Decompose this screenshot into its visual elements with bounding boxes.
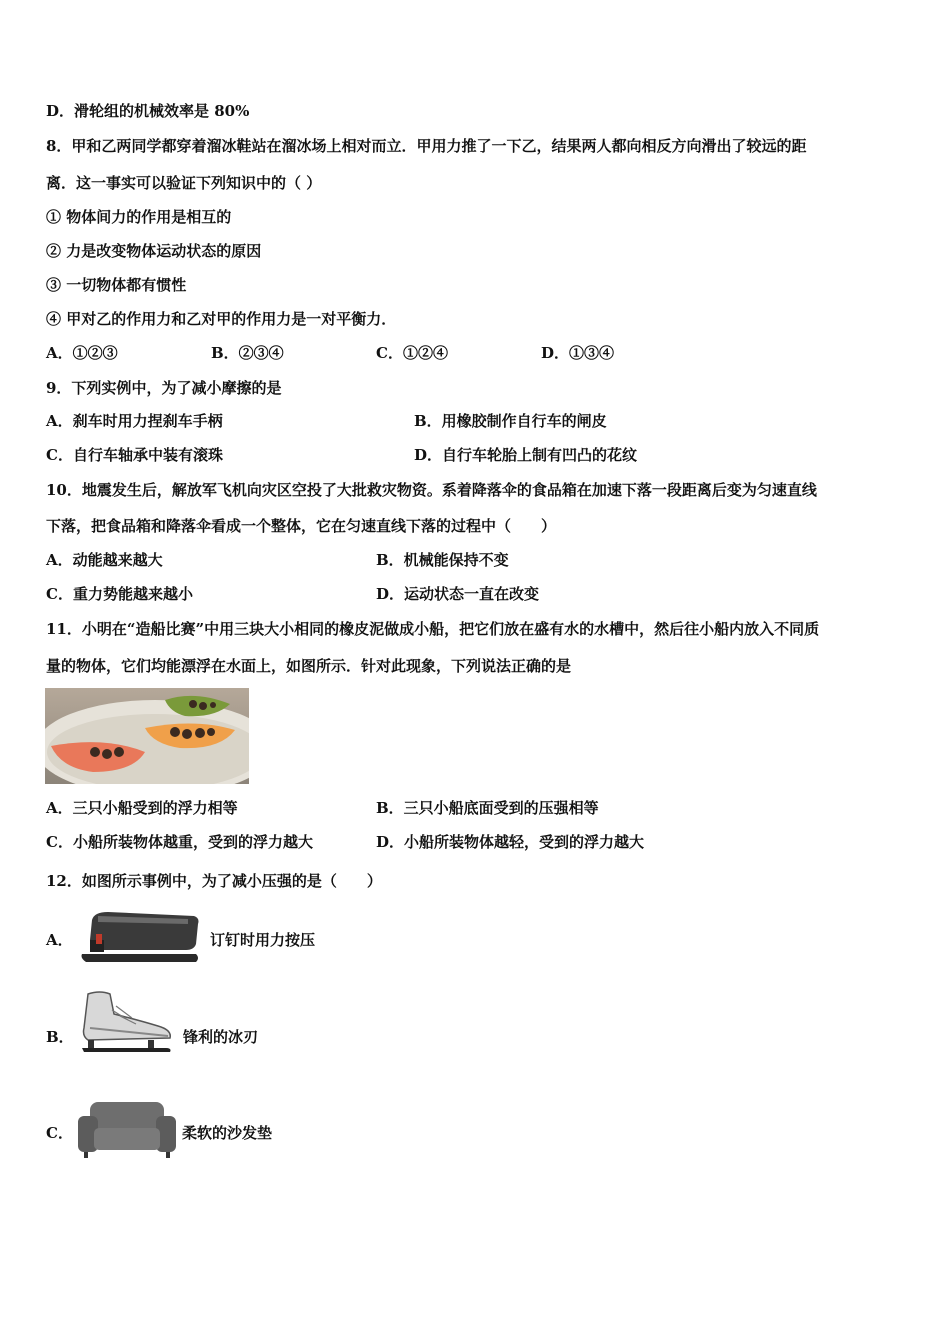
q11-option-d[interactable]: D．小船所装物体越轻，受到的浮力越大 — [376, 833, 645, 851]
q12-option-b-letter[interactable]: B． — [46, 1028, 74, 1046]
q8-option-b[interactable]: B．②③④ — [211, 344, 284, 362]
q9-option-b[interactable]: B．用橡胶制作自行车的闸皮 — [414, 412, 607, 430]
q8-option-c[interactable]: C．①②④ — [376, 344, 448, 362]
q11-option-a[interactable]: A．三只小船受到的浮力相等 — [46, 799, 238, 817]
q12-option-c-caption: 柔软的沙发垫 — [182, 1124, 273, 1142]
q8-statement-3: ③ 一切物体都有惯性 — [46, 276, 187, 294]
q9-option-a[interactable]: A．刹车时用力捏刹车手柄 — [46, 412, 223, 430]
q8-stem-line1: 8．甲和乙两同学都穿着溜冰鞋站在溜冰场上相对而立．甲用力推了一下乙，结果两人都向相反方向滑出了较远的距 — [46, 137, 807, 155]
q10-option-a[interactable]: A．动能越来越大 — [46, 551, 163, 569]
q8-statement-1: ① 物体间力的作用是相互的 — [46, 208, 232, 226]
q10-option-c[interactable]: C．重力势能越来越小 — [46, 585, 193, 603]
q9-option-d[interactable]: D．自行车轮胎上制有凹凸的花纹 — [414, 446, 638, 464]
q11-stem-line2: 量的物体，它们均能漂浮在水面上，如图所示．针对此现象，下列说法正确的是 — [46, 657, 572, 675]
q12-stem: 12．如图所示事例中，为了减小压强的是（ ） — [46, 872, 382, 890]
q9-stem: 9．下列实例中，为了减小摩擦的是 — [46, 379, 282, 397]
q12-option-a-letter[interactable]: A． — [46, 931, 73, 949]
q7-option-d: D．滑轮组的机械效率是 80% — [46, 102, 250, 120]
q12-option-b-caption: 锋利的冰刃 — [183, 1028, 259, 1046]
q9-option-c[interactable]: C．自行车轴承中装有滚珠 — [46, 446, 223, 464]
q10-option-d[interactable]: D．运动状态一直在改变 — [376, 585, 540, 603]
ice-skate-icon — [78, 990, 174, 1056]
q8-statement-4: ④ 甲对乙的作用力和乙对甲的作用力是一对平衡力． — [46, 310, 397, 328]
clay-boats-photo — [45, 688, 249, 784]
q8-option-a[interactable]: A．①②③ — [46, 344, 118, 362]
q8-option-d[interactable]: D．①③④ — [541, 344, 615, 362]
q11-option-c[interactable]: C．小船所装物体越重，受到的浮力越大 — [46, 833, 313, 851]
q10-stem-line1: 10．地震发生后，解放军飞机向灾区空投了大批救灾物资。系着降落伞的食品箱在加速下落一段距离后变为匀速直线 — [46, 481, 817, 499]
sofa-icon — [76, 1098, 178, 1160]
q10-option-b[interactable]: B．机械能保持不变 — [376, 551, 509, 569]
q8-stem-line2: 离．这一事实可以验证下列知识中的（ ） — [46, 174, 322, 192]
q10-stem-line2: 下落，把食品箱和降落伞看成一个整体，它在匀速直线下落的过程中（ ） — [46, 517, 557, 535]
stapler-icon — [78, 910, 202, 966]
q12-option-a-caption: 订钉时用力按压 — [210, 931, 316, 949]
q11-option-b[interactable]: B．三只小船底面受到的压强相等 — [376, 799, 599, 817]
q8-statement-2: ② 力是改变物体运动状态的原因 — [46, 242, 262, 260]
q12-option-c-letter[interactable]: C． — [46, 1124, 73, 1142]
q11-stem-line1: 11．小明在“造船比赛”中用三块大小相同的橡皮泥做成小船，把它们放在盛有水的水槽中，然后往小船内放入不同质 — [46, 620, 820, 638]
